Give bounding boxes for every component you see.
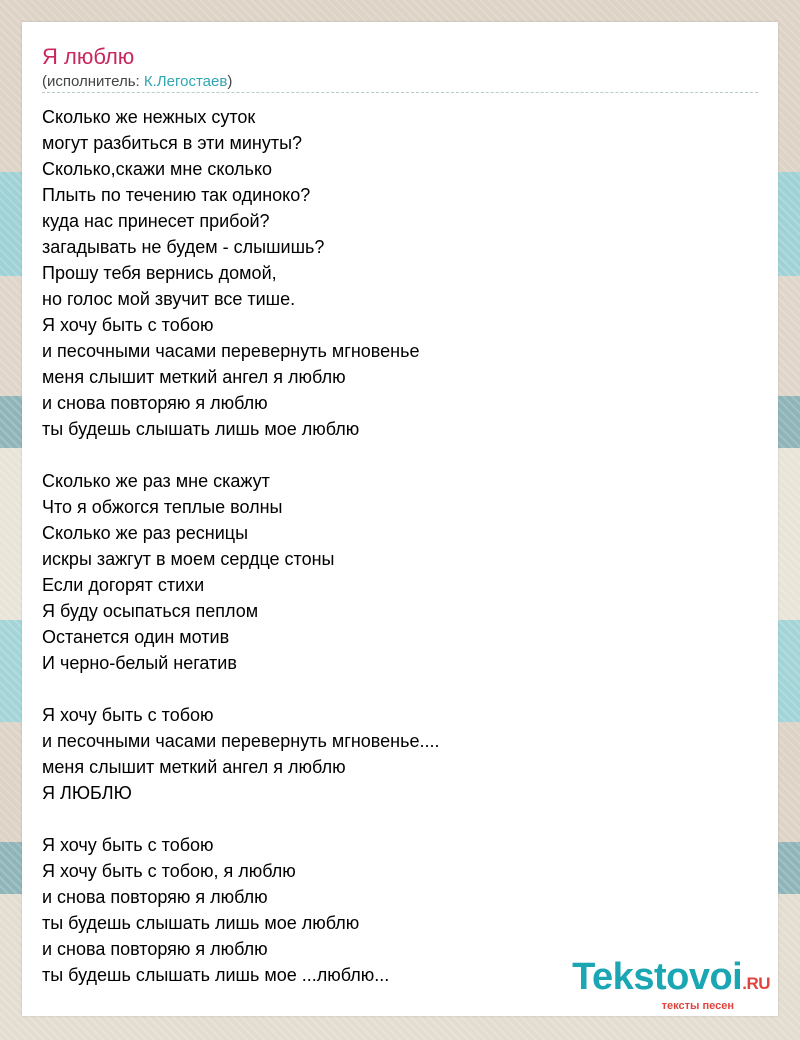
lyric-line: куда нас принесет прибой?: [42, 211, 270, 231]
song-title: Я люблю: [42, 44, 135, 69]
lyric-line: и снова повторяю я люблю: [42, 939, 268, 959]
lyric-line: и песочными часами перевернуть мгновенье....: [42, 731, 440, 751]
artist-suffix: ): [227, 73, 233, 90]
lyric-line: Сколько же раз мне скажут: [42, 471, 270, 491]
logo-subtitle: тексты песен: [661, 1000, 734, 1012]
lyric-line: ты будешь слышать лишь мое люблю: [42, 419, 360, 439]
lyric-line: Я хочу быть с тобою: [42, 835, 214, 855]
artist-line: [42, 73, 232, 91]
lyrics-text: [42, 104, 742, 988]
lyric-line: И черно-белый негатив: [42, 653, 237, 673]
lyric-line: Если догорят стихи: [42, 575, 205, 595]
lyric-line: ты будешь слышать лишь мое люблю: [42, 913, 360, 933]
site-logo[interactable]: [572, 957, 770, 1012]
artist-prefix: (исполнитель:: [42, 73, 144, 90]
lyric-line: искры зажгут в моем сердце стоны: [42, 549, 335, 569]
lyric-line: [42, 442, 742, 468]
lyric-line: но голос мой звучит все тише.: [42, 289, 296, 309]
lyric-line: Прошу тебя вернись домой,: [42, 263, 277, 283]
artist-link[interactable]: К.Легостаев: [143, 73, 228, 90]
lyric-line: [42, 806, 742, 832]
lyric-line: Я хочу быть с тобою: [42, 705, 214, 725]
lyrics-card: [22, 22, 778, 1016]
lyric-line: загадывать не будем - слышишь?: [42, 237, 325, 257]
lyric-line: и песочными часами перевернуть мгновенье: [42, 341, 420, 361]
lyric-line: Сколько же нежных суток: [42, 107, 256, 127]
lyric-line: Сколько же раз ресницы: [42, 523, 249, 543]
lyric-line: Я ЛЮБЛЮ: [42, 783, 132, 803]
logo-wordmark: Tekstovoi: [572, 956, 743, 998]
lyric-line: Плыть по течению так одиноко?: [42, 185, 311, 205]
logo-tld: .RU: [742, 974, 770, 993]
lyric-line: Сколько,скажи мне сколько: [42, 159, 273, 179]
lyric-line: Останется один мотив: [42, 627, 230, 647]
lyric-line: Я буду осыпаться пеплом: [42, 601, 259, 621]
lyric-line: и снова повторяю я люблю: [42, 393, 268, 413]
lyric-line: ты будешь слышать лишь мое ...люблю...: [42, 965, 390, 985]
lyric-line: меня слышит меткий ангел я люблю: [42, 367, 346, 387]
lyric-line: Что я обжогся теплые волны: [42, 497, 283, 517]
lyric-line: меня слышит меткий ангел я люблю: [42, 757, 346, 777]
lyric-line: Я хочу быть с тобою: [42, 315, 214, 335]
title-divider: [42, 92, 758, 93]
lyric-line: и снова повторяю я люблю: [42, 887, 268, 907]
lyric-line: [42, 676, 742, 702]
lyric-line: могут разбиться в эти минуты?: [42, 133, 303, 153]
lyric-line: Я хочу быть с тобою, я люблю: [42, 861, 296, 881]
